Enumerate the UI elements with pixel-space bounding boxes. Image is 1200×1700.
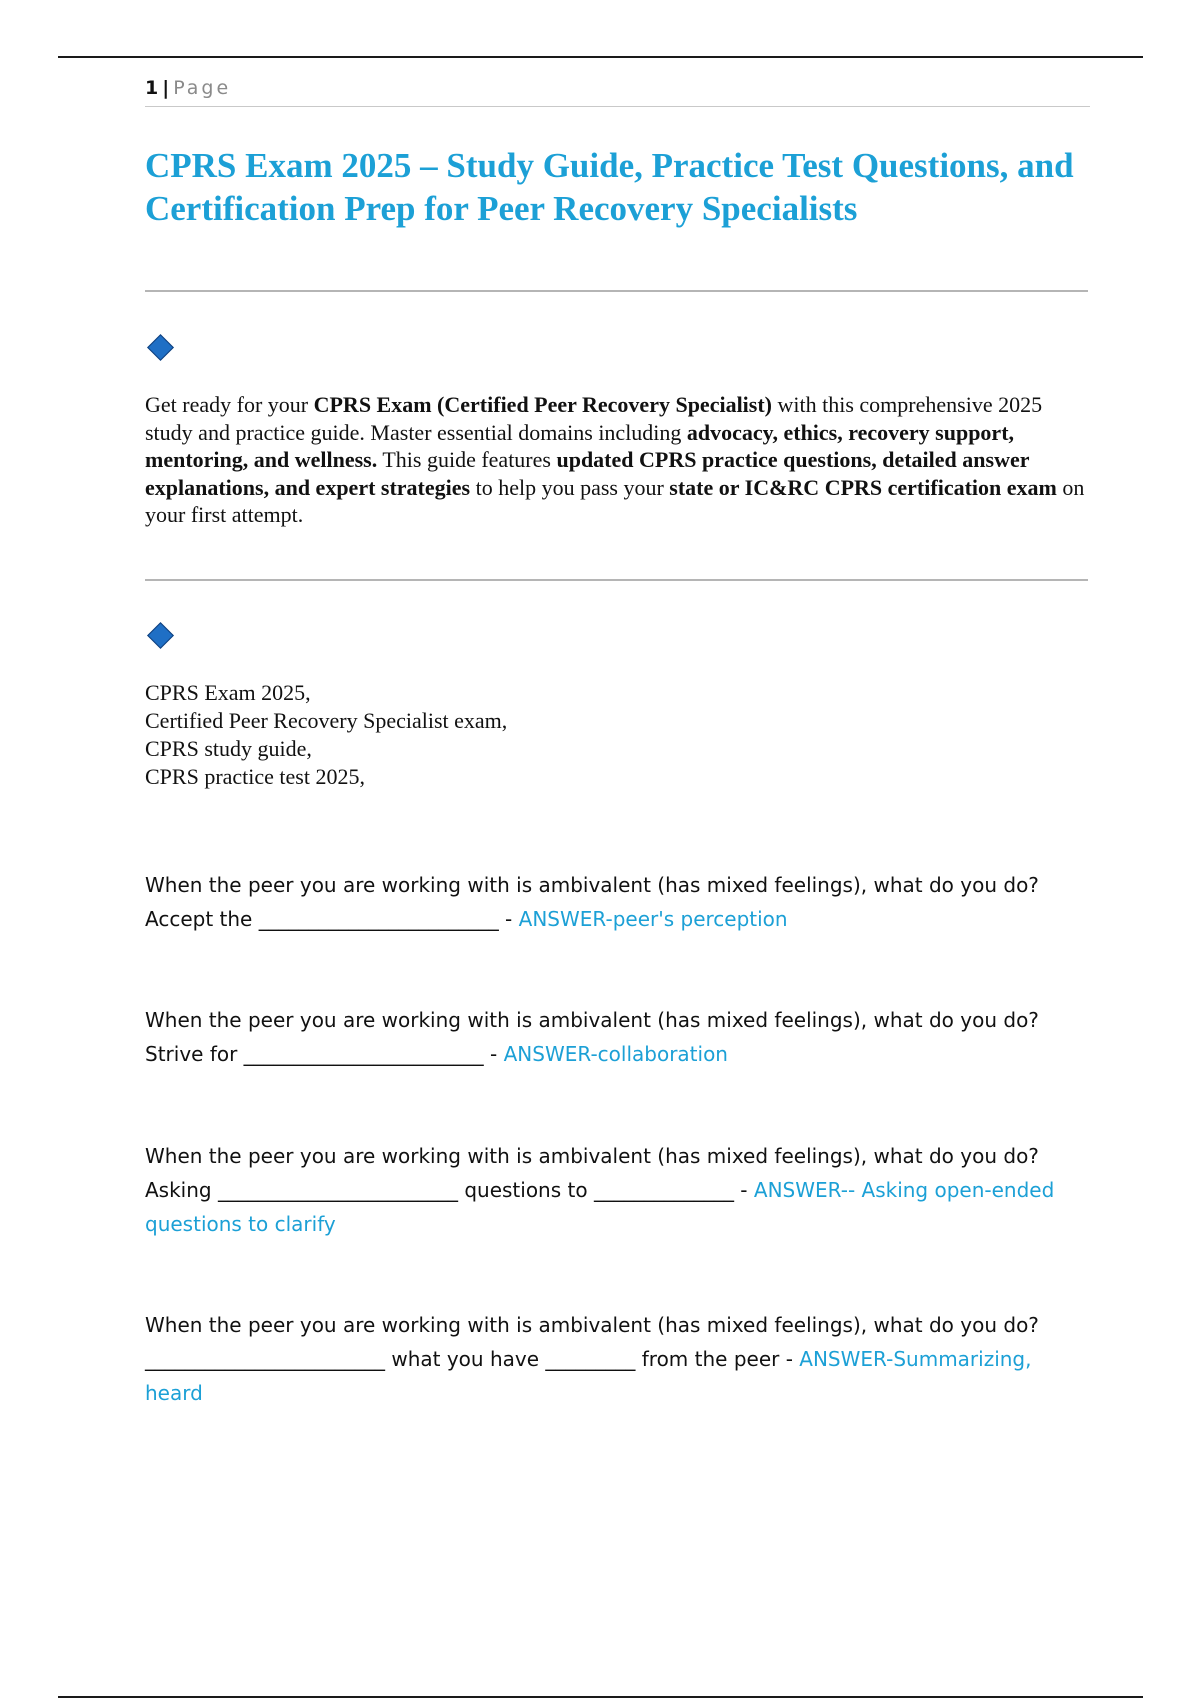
question-text: When the peer you are working with is ambivalent (has mixed feelings), what do you do? Accept the ________________________ - [145,873,1039,931]
keyword-list [145,679,1090,791]
intro-paragraph [145,391,1090,529]
keyword-item: CPRS study guide, [145,736,312,761]
intro-bold: updated CPRS practice questions, detailed answer explanations, and expert strategies [145,447,1030,500]
question-text: When the peer you are working with is ambivalent (has mixed feelings), what do you do? ________________________ what you have _________ from the peer - [145,1313,1039,1371]
answer-text: ANSWER-- Asking open-ended questions to clarify [145,1178,1055,1236]
intro-bold: CPRS Exam (Certified Peer Recovery Specialist) [313,392,773,417]
intro-bold: state or IC&RC CPRS certification exam [669,474,1057,500]
page-header [145,74,1090,107]
answer-text: ANSWER-peer's perception [518,907,788,931]
diamond-bullet-icon [147,622,174,649]
question-item [145,1003,1090,1071]
page-bottom-rule [58,1696,1143,1698]
intro-text: on your first attempt. [145,474,1085,527]
question-text: When the peer you are working with is ambivalent (has mixed feelings), what do you do? Asking ________________________ questions to ______________ - [145,1144,1039,1202]
page-number: 1 [145,77,159,99]
page-top-rule [58,56,1143,58]
answer-text: ANSWER-Summarizing, heard [145,1347,1032,1405]
intro-text: with this comprehensive 2025 study and practice guide. Master essential domains including [145,392,1043,445]
page-label: Page [173,77,232,99]
intro-bold: advocacy, ethics, recovery support, mentoring, and wellness. [145,419,1015,472]
intro-text: This guide features [377,447,557,472]
diamond-bullet-icon [147,334,174,361]
document-title: CPRS Exam 2025 – Study Guide, Practice Test Questions, and Certification Prep for Peer Recovery Specialists [145,146,1074,228]
question-text: When the peer you are working with is ambivalent (has mixed feelings), what do you do? Strive for ________________________ - [145,1008,1039,1066]
keyword-item: CPRS practice test 2025, [145,764,365,789]
section-divider [145,579,1088,581]
question-item [145,1139,1090,1241]
intro-text: Get ready for your [145,392,314,417]
keyword-item: Certified Peer Recovery Specialist exam, [145,708,508,733]
keyword-item: CPRS Exam 2025, [145,680,311,705]
section-divider [145,290,1088,292]
question-item [145,868,1090,936]
intro-text: to help you pass your [470,474,670,500]
page-header-separator: | [162,77,170,99]
answer-text: ANSWER-collaboration [503,1042,728,1066]
question-item [145,1308,1090,1410]
